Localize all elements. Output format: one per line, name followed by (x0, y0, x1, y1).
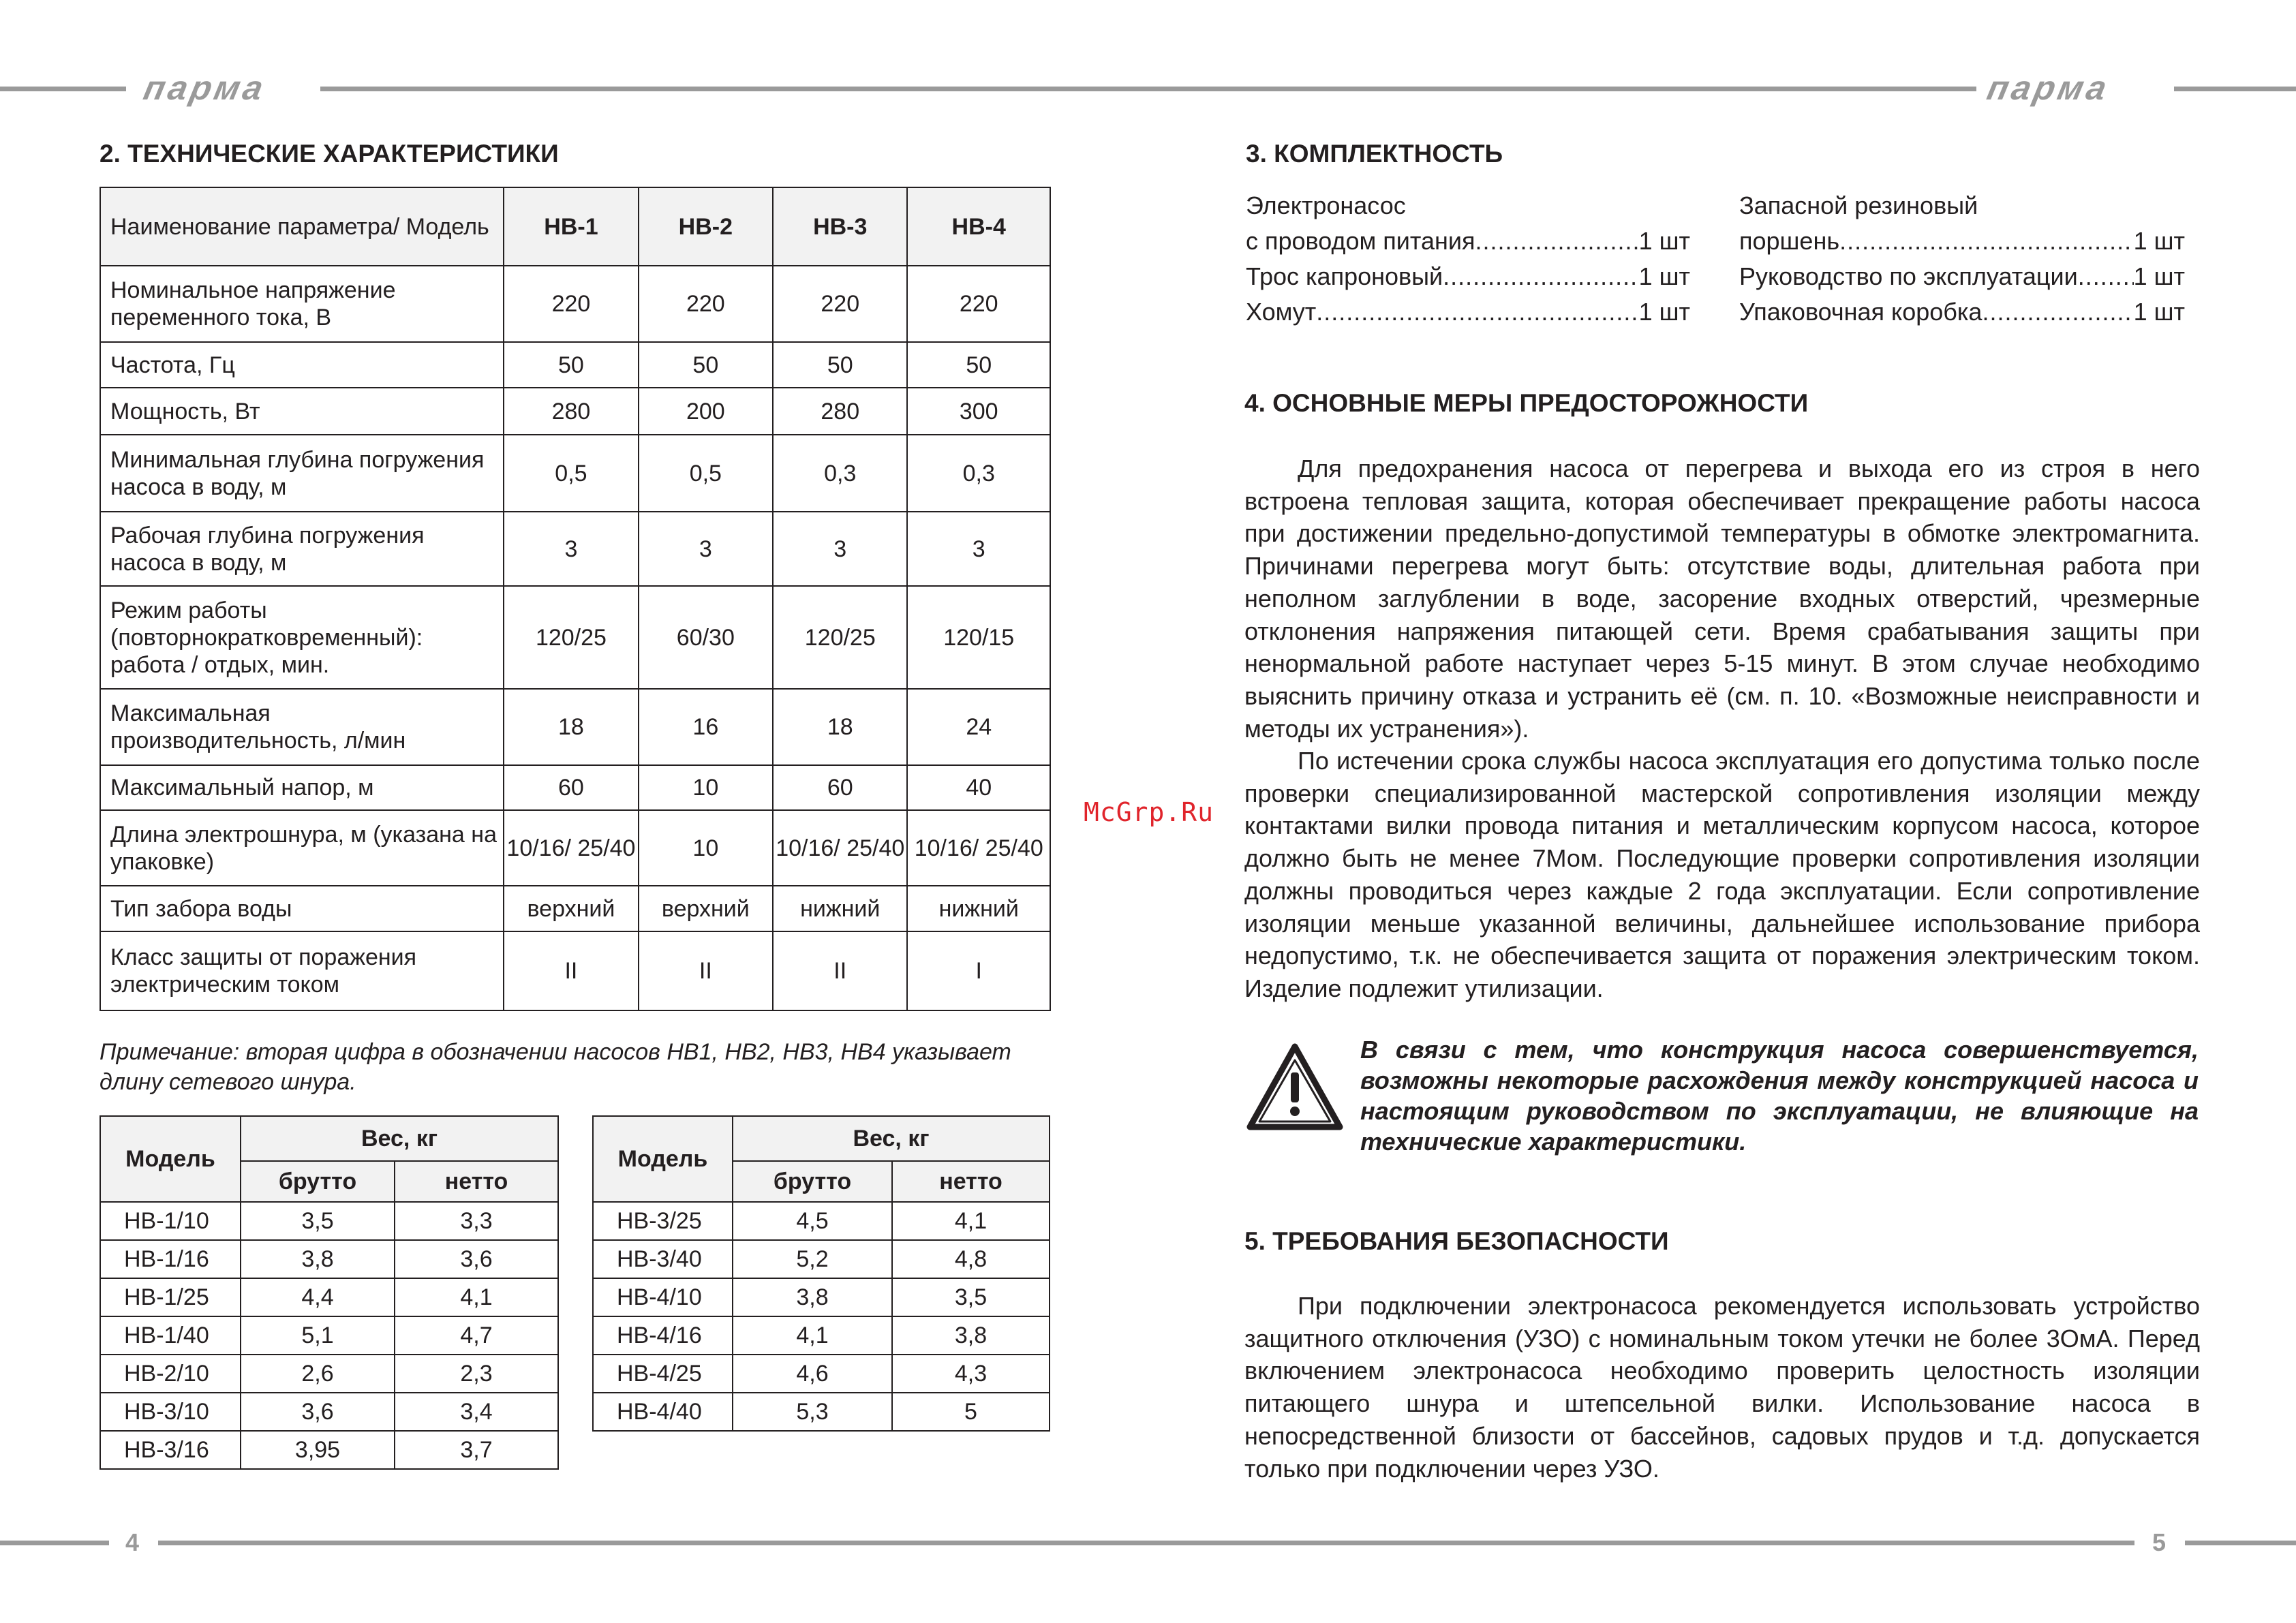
safety-paragraph: При подключении электронасоса рекомендуется использовать устройство защитного отключения (УЗО) с номинальным током утечки не более 3ОмА. Перед включением электронасоса необходимо проверить целостность изоляции питающего шнура и штепсельной вилки. Использование насоса в непосредственной близости от бассейнов, садовых прудов и т.д. допускается только при подключении через УЗО. (1244, 1292, 2200, 1483)
spec-value: II (773, 931, 907, 1010)
spec-label: Режим работы (повторнократковременный): работа / отдых, мин. (100, 586, 504, 689)
weights-net: 4,7 (395, 1316, 558, 1355)
weights-weight-header: Вес, кг (241, 1116, 558, 1161)
spec-value: 120/25 (504, 586, 638, 689)
spec-label: Частота, Гц (100, 342, 504, 388)
kit-item-name: Трос капроновый (1246, 262, 1443, 290)
spec-value: 3 (504, 512, 638, 586)
weights-model: НВ-3/40 (593, 1240, 733, 1278)
spec-row (100, 765, 1050, 810)
spec-value: 3 (773, 512, 907, 586)
weights-gross: 4,4 (241, 1278, 395, 1316)
spec-label: Длина электрошнура, м (указана на упаковке) (100, 810, 504, 886)
spec-label: Максимальный напор, м (100, 765, 504, 810)
spec-value: 0,3 (907, 435, 1050, 512)
spec-value: 0,5 (504, 435, 638, 512)
spec-value: 60 (504, 765, 638, 810)
spec-header-model: НВ-3 (773, 187, 907, 266)
weights-model: НВ-4/10 (593, 1278, 733, 1316)
kit-leader-dots (1475, 223, 1638, 259)
spec-row (100, 512, 1050, 586)
spec-value: I (907, 931, 1050, 1010)
weights-table-left (100, 1115, 559, 1470)
spec-value: 3 (639, 512, 773, 586)
spec-value: нижний (907, 886, 1050, 931)
spec-value: 220 (639, 266, 773, 342)
kit-list-right (1739, 188, 2185, 330)
footer-rule-mid (158, 1541, 2134, 1545)
spec-label: Минимальная глубина погружения насоса в воду, м (100, 435, 504, 512)
spec-value: 280 (773, 388, 907, 435)
spec-value: 220 (773, 266, 907, 342)
weights-net: 4,8 (892, 1240, 1050, 1278)
tech-note: Примечание: вторая цифра в обозначении насосов НВ1, НВ2, НВ3, НВ4 указывает длину сетевого шнура. (100, 1039, 1011, 1095)
kit-item-name: Запасной резиновый (1739, 191, 1978, 219)
spec-label: Мощность, Вт (100, 388, 504, 435)
kit-item-qty: 1 шт (1638, 227, 1690, 255)
footer-rule-right (2185, 1541, 2296, 1545)
spec-value: 3 (907, 512, 1050, 586)
weights-model: НВ-4/25 (593, 1355, 733, 1393)
kit-item-name: с проводом питания (1246, 227, 1475, 255)
spec-value: 200 (639, 388, 773, 435)
spec-row (100, 586, 1050, 689)
tech-title: 2. ТЕХНИЧЕСКИЕ ХАРАКТЕРИСТИКИ (100, 140, 559, 168)
table-row (593, 1316, 1050, 1355)
spec-label: Тип забора воды (100, 886, 504, 931)
spec-row (100, 266, 1050, 342)
weights-net: 4,1 (395, 1278, 558, 1316)
table-row (593, 1393, 1050, 1431)
weights-net: 2,3 (395, 1355, 558, 1393)
spec-row (100, 931, 1050, 1010)
header-rule-right (2174, 87, 2296, 91)
weights-model: НВ-2/10 (100, 1355, 241, 1393)
weights-gross: 3,5 (241, 1202, 395, 1240)
weights-net: 3,5 (892, 1278, 1050, 1316)
weights-model: НВ-1/40 (100, 1316, 241, 1355)
spec-value: 300 (907, 388, 1050, 435)
kit-item-qty: 1 шт (1638, 262, 1690, 290)
precautions-paragraph-1: Для предохранения насоса от перегрева и выхода его из строя в него встроена тепловая защита, которая обеспечивает прекращение работы насоса при достижении предельно-допустимой температуры в обмотке электромагнита. Причинами перегрева могут быть: отсутствие воды, длительная работа при неполном заглублении в воде, засорение входных отверстий, чрезмерные отклонения напряжения питающей сети. Время срабатывания защиты при ненормальной работе наступает через 5-15 минут. В этом случае необходимо выяснить причину отказа и устранить её (см. п. 10. «Возможные неисправности и методы их устранения»). (1244, 454, 2200, 743)
spec-value: 10 (639, 810, 773, 886)
spec-header-model: НВ-4 (907, 187, 1050, 266)
weights-gross: 3,8 (733, 1278, 892, 1316)
kit-list-left (1246, 188, 1690, 330)
weights-model: НВ-3/16 (100, 1431, 241, 1469)
weights-weight-header: Вес, кг (733, 1116, 1050, 1161)
table-row (593, 1202, 1050, 1240)
kit-item-name: поршень (1739, 227, 1840, 255)
weights-model: НВ-1/25 (100, 1278, 241, 1316)
spec-row (100, 435, 1050, 512)
weights-gross: 4,5 (733, 1202, 892, 1240)
spec-value: 10 (639, 765, 773, 810)
spec-value: 10/16/ 25/40 (773, 810, 907, 886)
page-number-right: 5 (2152, 1528, 2167, 1556)
weights-model: НВ-1/16 (100, 1240, 241, 1278)
spec-header-row (100, 187, 1050, 266)
spec-label: Максимальная производительность, л/мин (100, 689, 504, 765)
weights-model: НВ-3/10 (100, 1393, 241, 1431)
kit-leader-dots (1316, 294, 1638, 330)
spec-value: 10/16/ 25/40 (907, 810, 1050, 886)
spec-value: 280 (504, 388, 638, 435)
weights-net: 5 (892, 1393, 1050, 1431)
weights-gross: 5,1 (241, 1316, 395, 1355)
weights-gross-header: брутто (241, 1161, 395, 1202)
kit-item-name: Хомут (1246, 298, 1317, 326)
kit-item-name: Электронасос (1246, 191, 1406, 219)
kit-title: 3. КОМПЛЕКТНОСТЬ (1246, 140, 1503, 168)
spec-value: 0,5 (639, 435, 773, 512)
weights-gross: 4,1 (733, 1316, 892, 1355)
warning-text: В связи с тем, что конструкция насоса совершенствуется, возможны некоторые расхождения между конструкцией насоса и настоящим руководством по эксплуатации, не влияющие на технические характеристики. (1360, 1036, 2199, 1156)
weights-gross: 4,6 (733, 1355, 892, 1393)
spec-value: 60/30 (639, 586, 773, 689)
spec-header-model: НВ-2 (639, 187, 773, 266)
weights-model-header: Модель (100, 1116, 241, 1202)
weights-model: НВ-1/10 (100, 1202, 241, 1240)
table-row (593, 1240, 1050, 1278)
spec-value: 220 (504, 266, 638, 342)
table-row (100, 1355, 558, 1393)
logo-right: парма (1984, 69, 2113, 107)
warning-triangle-icon (1246, 1042, 1344, 1131)
spec-value: 120/25 (773, 586, 907, 689)
kit-item-name: Упаковочная коробка (1739, 298, 1983, 326)
spec-row (100, 886, 1050, 931)
weights-net: 3,6 (395, 1240, 558, 1278)
kit-item-qty: 1 шт (2133, 298, 2185, 326)
spec-value: 0,3 (773, 435, 907, 512)
logo-left: парма (140, 69, 270, 107)
header-rule-left-a (0, 87, 126, 91)
weights-gross: 3,95 (241, 1431, 395, 1469)
weights-net: 3,7 (395, 1431, 558, 1469)
spec-header-model: НВ-1 (504, 187, 638, 266)
table-row (100, 1202, 558, 1240)
weights-model: НВ-4/40 (593, 1393, 733, 1431)
spec-value: верхний (639, 886, 773, 931)
kit-item-qty: 1 шт (2133, 227, 2185, 255)
weights-net: 4,3 (892, 1355, 1050, 1393)
spec-value: II (504, 931, 638, 1010)
spec-row (100, 342, 1050, 388)
table-row (100, 1316, 558, 1355)
kit-leader-dots (2078, 259, 2134, 294)
kit-item-name: Руководство по эксплуатации (1739, 262, 2078, 290)
kit-leader-dots (1443, 259, 1638, 294)
weights-gross: 3,8 (241, 1240, 395, 1278)
spec-value: 18 (773, 689, 907, 765)
spec-row (100, 810, 1050, 886)
spec-value: 50 (504, 342, 638, 388)
spec-label: Номинальное напряжение переменного тока, В (100, 266, 504, 342)
spec-row (100, 388, 1050, 435)
weights-gross-header: брутто (733, 1161, 892, 1202)
kit-leader-dots (1839, 223, 2134, 259)
spec-value: 16 (639, 689, 773, 765)
spec-value: 18 (504, 689, 638, 765)
spec-value: II (639, 931, 773, 1010)
spec-value: 40 (907, 765, 1050, 810)
spec-label: Класс защиты от поражения электрическим током (100, 931, 504, 1010)
table-row (100, 1431, 558, 1469)
precautions-paragraph-2: По истечении срока службы насоса эксплуатация его допустима только после проверки специализированной мастерской сопротивления изоляции между контактами вилки провода питания и металлическим корпусом насоса, которое должно быть не менее 7Мом. Последующие проверки сопротивления изоляции должны проводиться через каждые 2 года эксплуатации. Если сопротивление изоляции меньше указанной величины, дальнейшее использование прибора недопустимо, т.к. не обеспечивается защита от поражения электрическим током. Изделие подлежит утилизации. (1244, 747, 2200, 1002)
weights-model-header: Модель (593, 1116, 733, 1202)
page-number-left: 4 (125, 1528, 140, 1556)
weights-model: НВ-4/16 (593, 1316, 733, 1355)
weights-gross: 3,6 (241, 1393, 395, 1431)
table-row (100, 1278, 558, 1316)
kit-item-qty: 1 шт (2133, 262, 2185, 290)
precautions-title: 4. ОСНОВНЫЕ МЕРЫ ПРЕДОСТОРОЖНОСТИ (1244, 389, 1809, 417)
spec-value: 24 (907, 689, 1050, 765)
spec-value: 50 (907, 342, 1050, 388)
watermark: McGrp.Ru (1084, 797, 1214, 827)
spec-value: 220 (907, 266, 1050, 342)
kit-leader-dots (1982, 294, 2133, 330)
spec-value: нижний (773, 886, 907, 931)
weights-gross: 2,6 (241, 1355, 395, 1393)
spec-header-param: Наименование параметра/ Модель (100, 187, 504, 266)
kit-item-qty: 1 шт (1638, 298, 1690, 326)
safety-title: 5. ТРЕБОВАНИЯ БЕЗОПАСНОСТИ (1244, 1227, 1669, 1255)
table-row (593, 1278, 1050, 1316)
weights-net: 3,4 (395, 1393, 558, 1431)
spec-row (100, 689, 1050, 765)
table-row (593, 1355, 1050, 1393)
table-row (100, 1240, 558, 1278)
spec-value: 60 (773, 765, 907, 810)
weights-model: НВ-3/25 (593, 1202, 733, 1240)
weights-net: 3,8 (892, 1316, 1050, 1355)
weights-net: 3,3 (395, 1202, 558, 1240)
spec-table (100, 187, 1051, 1011)
footer-rule-left-a (0, 1541, 109, 1545)
weights-gross: 5,2 (733, 1240, 892, 1278)
weights-net-header: нетто (395, 1161, 558, 1202)
weights-gross: 5,3 (733, 1393, 892, 1431)
weights-net: 4,1 (892, 1202, 1050, 1240)
table-row (100, 1393, 558, 1431)
spec-value: верхний (504, 886, 638, 931)
spec-value: 50 (773, 342, 907, 388)
spec-label: Рабочая глубина погружения насоса в воду, м (100, 512, 504, 586)
spec-value: 10/16/ 25/40 (504, 810, 638, 886)
weights-net-header: нетто (892, 1161, 1050, 1202)
spec-value: 50 (639, 342, 773, 388)
spec-value: 120/15 (907, 586, 1050, 689)
weights-table-right (592, 1115, 1050, 1432)
header-rule-left-b (320, 87, 1976, 91)
